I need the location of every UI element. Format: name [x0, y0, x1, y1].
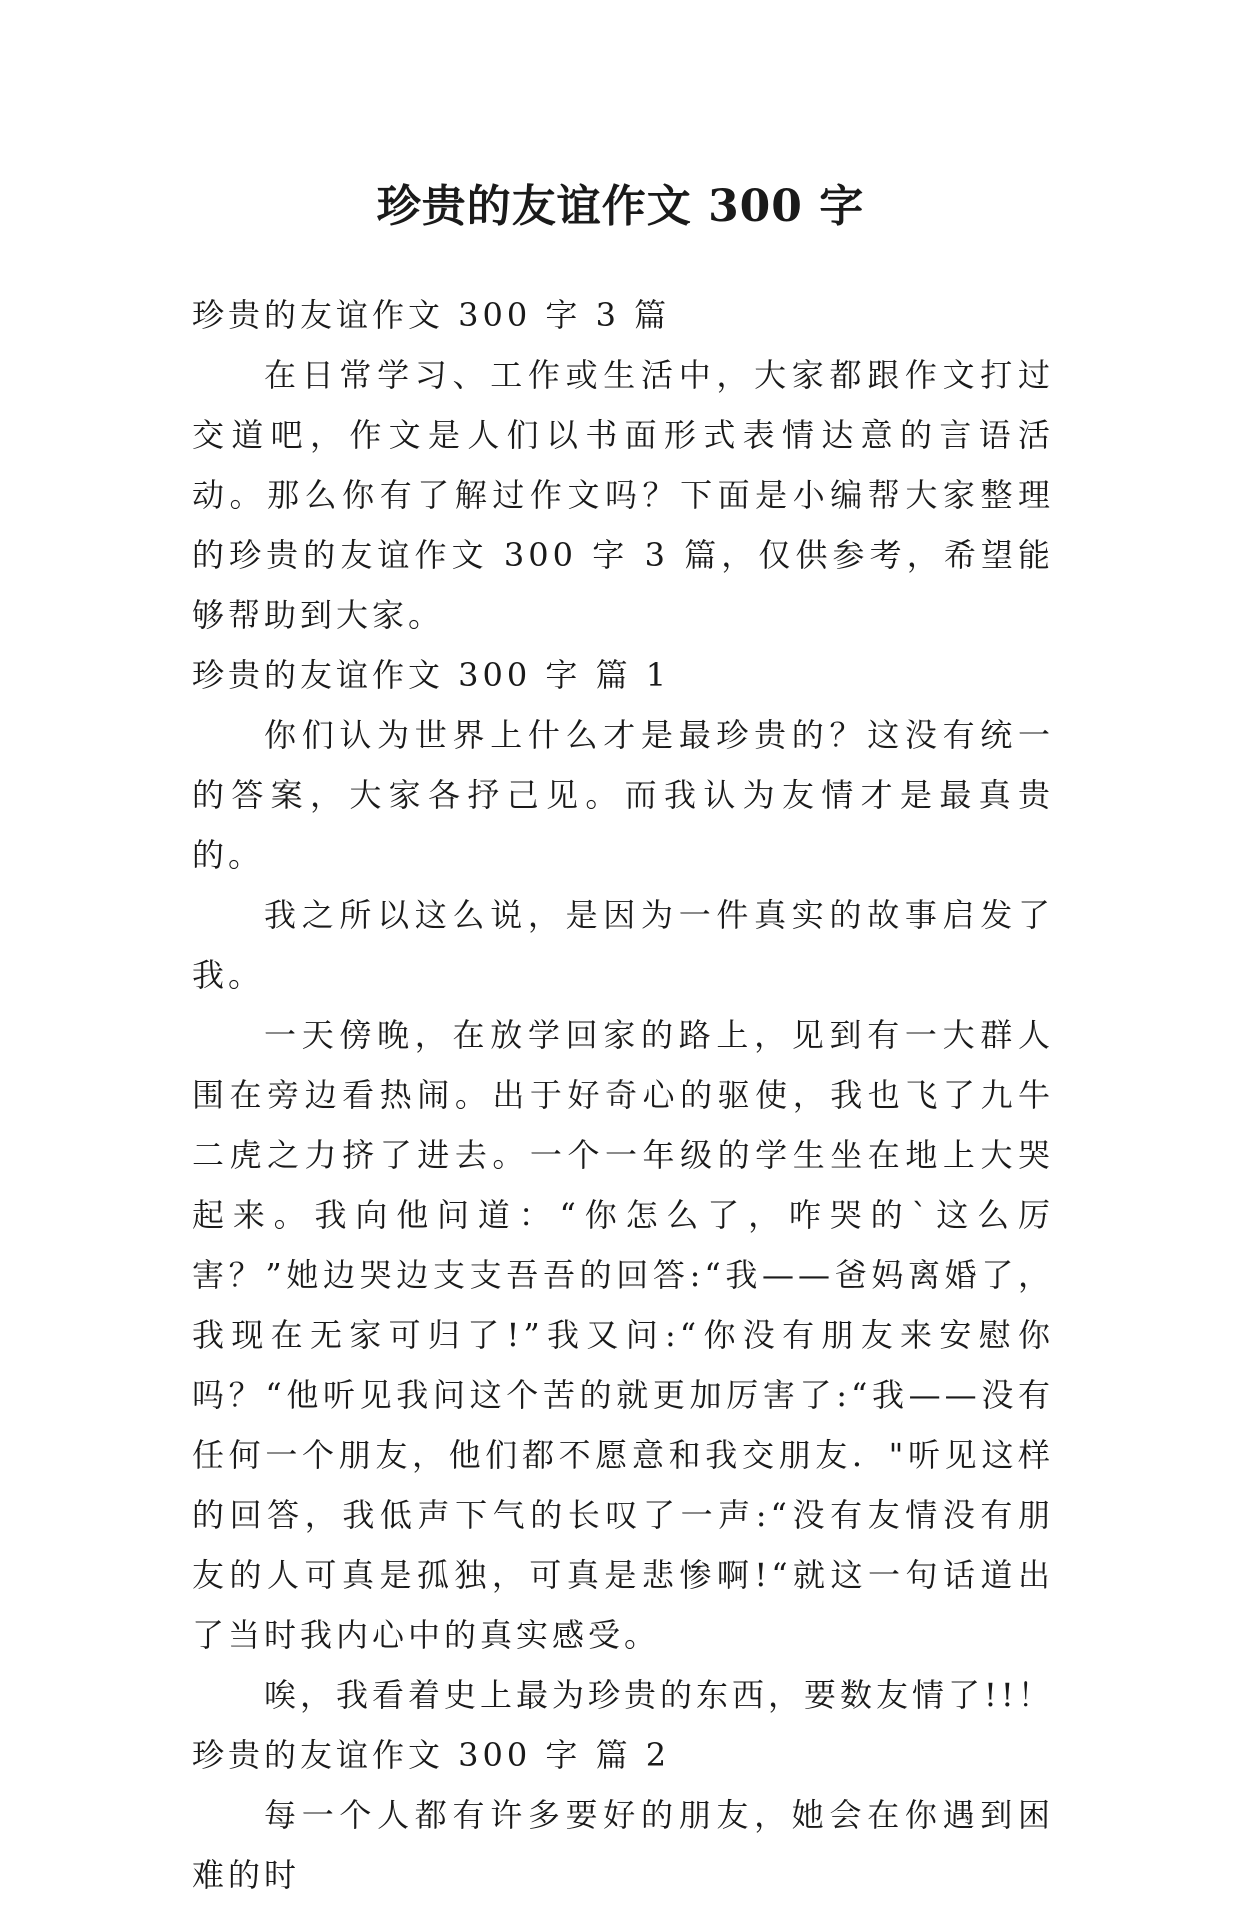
paragraph: 我之所以这么说，是因为一件真实的故事启发了我。: [192, 896, 1054, 994]
paragraph: 在日常学习、工作或生活中，大家都跟作文打过交道吧，作文是人们以书面形式表情达意的言语活动。那么你有了解过作文吗？下面是小编帮大家整理的珍贵的友谊作文 300 字 3 篇，仅供参考，希望能够帮助到大家。: [192, 356, 1054, 634]
section-heading: 珍贵的友谊作文 300 字 篇 1: [192, 656, 671, 694]
paragraph: 唉，我看着史上最为珍贵的东西，要数友情了!!！: [264, 1676, 1054, 1714]
section-heading: 珍贵的友谊作文 300 字 篇 2: [192, 1736, 671, 1774]
paragraph: 一天傍晚，在放学回家的路上，见到有一大群人围在旁边看热闹。出于好奇心的驱使，我也飞了九牛二虎之力挤了进去。一个一年级的学生坐在地上大哭起来。我向他问道：“你怎么了，咋哭的`这么厉害？”她边哭边支支吾吾的回答:“我——爸妈离婚了，我现在无家可归了!”我又问:“你没有朋友来安慰你吗？“他听见我问这个苦的就更加厉害了:“我——没有任何一个朋友，他们都不愿意和我交朋友．"听见这样的回答，我低声下气的长叹了一声:“没有友情没有朋友的人可真是孤独，可真是悲惨啊!“就这一句话道出了当时我内心中的真实感受。: [192, 1016, 1054, 1654]
paragraph: 你们认为世界上什么才是最珍贵的？这没有统一的答案，大家各抒己见。而我认为友情才是最真贵的。: [192, 716, 1054, 874]
document-body: [192, 285, 1054, 1905]
section-heading: 珍贵的友谊作文 300 字 3 篇: [192, 296, 671, 334]
page-title: 珍贵的友谊作文 300 字: [376, 181, 865, 233]
paragraph: 每一个人都有许多要好的朋友，她会在你遇到困难的时: [192, 1796, 1054, 1894]
